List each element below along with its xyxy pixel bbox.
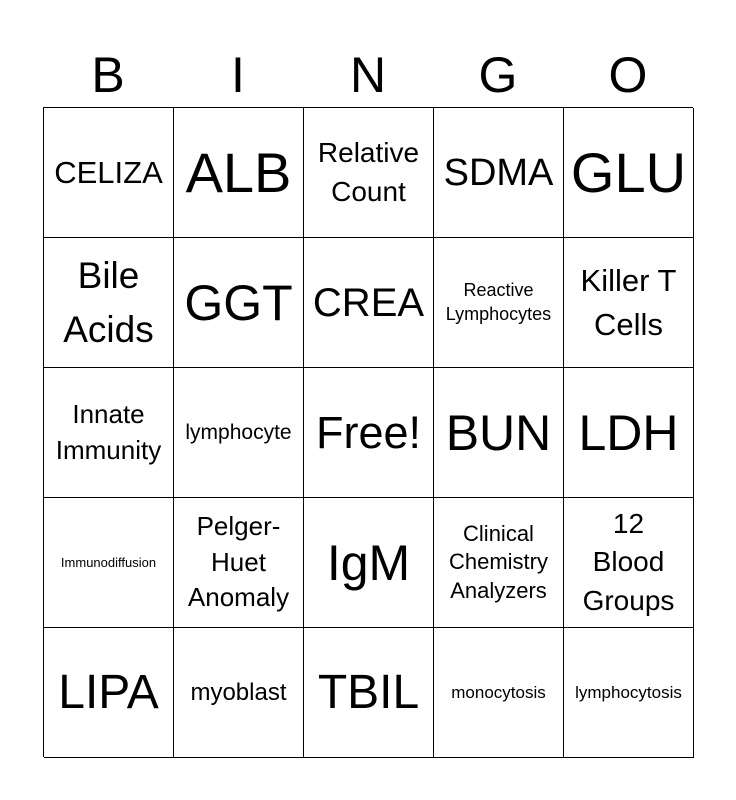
cell-text: LDH xyxy=(578,404,679,461)
cell-text: CREA xyxy=(312,280,425,325)
bingo-cell xyxy=(174,628,304,758)
bingo-cell xyxy=(304,628,434,758)
cell-text: Clinical Chemistry Analyzers xyxy=(448,520,548,603)
bingo-board xyxy=(43,107,693,757)
cell-text: CELIZA xyxy=(54,155,163,190)
header-letter-n: N xyxy=(349,47,387,103)
bingo-cell xyxy=(434,498,564,628)
header-letter-o: O xyxy=(608,47,648,103)
bingo-cell xyxy=(434,238,564,368)
bingo-cell xyxy=(564,108,694,238)
cell-text: TBIL xyxy=(317,665,420,719)
bingo-cell xyxy=(174,368,304,498)
cell-text: myoblast xyxy=(190,678,287,706)
cell-text: Reactive Lymphocytes xyxy=(445,279,552,324)
bingo-cell xyxy=(564,628,694,758)
free-space-text: Free! xyxy=(315,407,422,458)
cell-text: Bile Acids xyxy=(63,254,154,350)
bingo-cell xyxy=(564,238,694,368)
bingo-cell xyxy=(174,498,304,628)
cell-text: SDMA xyxy=(443,151,554,194)
bingo-cell xyxy=(44,368,174,498)
bingo-cell xyxy=(174,108,304,238)
header-letter-i: I xyxy=(231,47,245,103)
cell-text: 12 Blood Groups xyxy=(582,507,675,616)
cell-text: GLU xyxy=(570,140,687,204)
header-letter-g: G xyxy=(478,47,518,103)
cell-text: IgM xyxy=(326,534,411,591)
cell-text: ALB xyxy=(185,140,292,204)
bingo-cell xyxy=(304,108,434,238)
cell-text: lymphocytosis xyxy=(575,683,682,702)
bingo-cell xyxy=(564,498,694,628)
bingo-cell xyxy=(44,238,174,368)
bingo-cell xyxy=(434,628,564,758)
bingo-cell xyxy=(44,628,174,758)
cell-text: LIPA xyxy=(58,665,159,719)
cell-text: Relative Count xyxy=(317,136,420,207)
cell-text: GGT xyxy=(184,274,293,331)
cell-text: BUN xyxy=(445,404,552,461)
bingo-cell xyxy=(564,368,694,498)
cell-text: Innate Immunity xyxy=(55,398,162,465)
bingo-cell xyxy=(304,498,434,628)
cell-text: Pelger- Huet Anomaly xyxy=(187,510,290,613)
bingo-cell xyxy=(434,368,564,498)
header-letter-b: B xyxy=(91,47,125,103)
cell-text: Immunodiffusion xyxy=(60,555,157,570)
cell-text: monocytosis xyxy=(451,683,546,702)
free-space-cell xyxy=(304,368,434,498)
cell-text: Killer T Cells xyxy=(580,263,677,342)
cell-text: lymphocyte xyxy=(185,421,292,444)
bingo-cell xyxy=(44,498,174,628)
bingo-header xyxy=(43,44,693,106)
bingo-cell xyxy=(174,238,304,368)
bingo-cell xyxy=(44,108,174,238)
bingo-cell xyxy=(304,238,434,368)
bingo-cell xyxy=(434,108,564,238)
